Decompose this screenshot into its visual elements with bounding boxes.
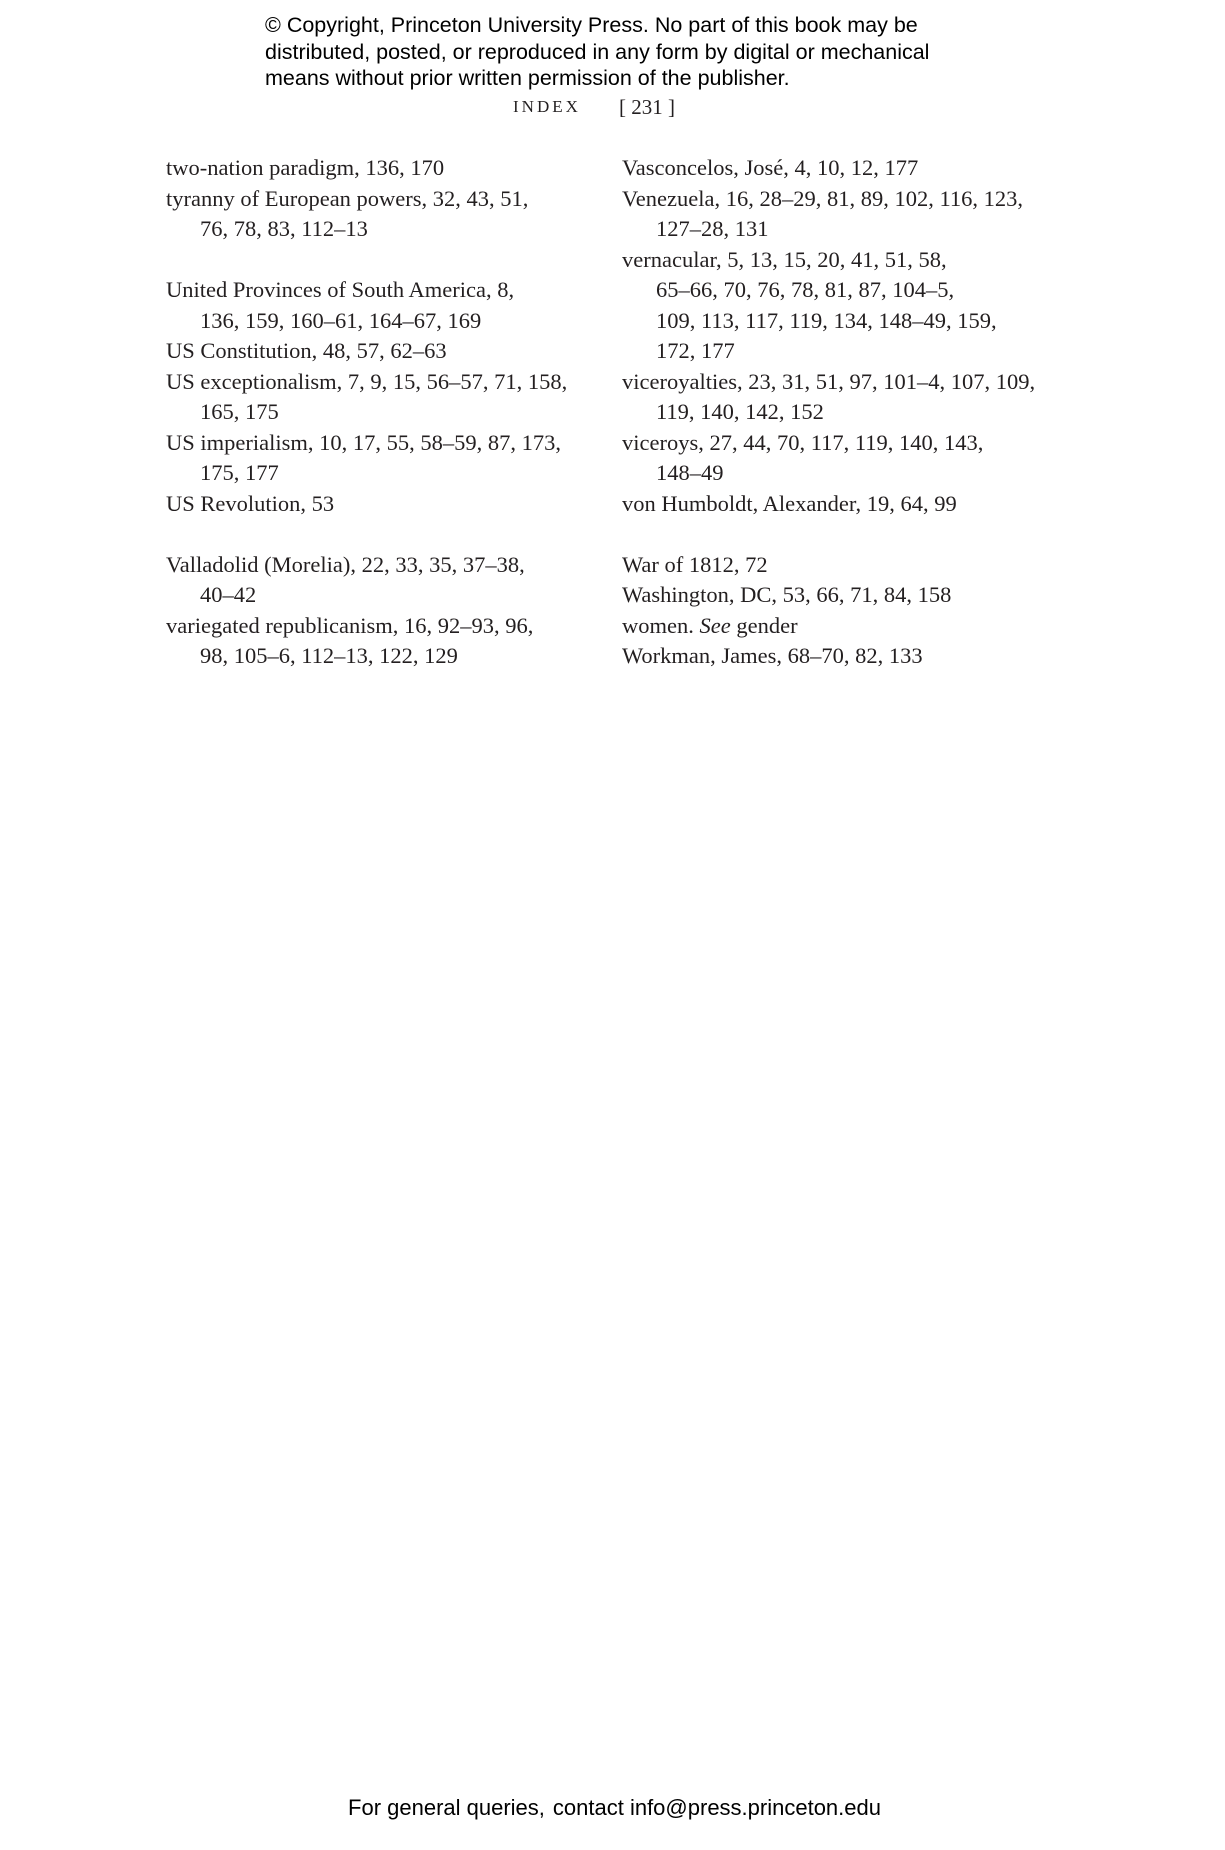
entry-continuation: 172, 177 (656, 338, 735, 363)
copyright-notice (265, 12, 985, 92)
entry-line: Workman, James, 68–70, 82, 133 (622, 643, 923, 668)
entry-line: US imperialism, 10, 17, 55, 58–59, 87, 173, (166, 429, 561, 455)
index-entry (166, 275, 586, 336)
index-entry (622, 489, 1062, 520)
index-entry (166, 489, 586, 520)
running-head-title: INDEX (513, 97, 581, 116)
cross-reference-target: gender (736, 612, 798, 638)
index-entry (622, 367, 1062, 428)
entry-line: War of 1812, 72 (622, 551, 768, 577)
letter-group-gap (622, 519, 1062, 550)
page-number: [ 231 ] (619, 95, 675, 119)
index-entry (166, 184, 586, 245)
entry-line: US Constitution, 48, 57, 62–63 (166, 338, 447, 363)
index-column-right (622, 153, 1062, 672)
entry-continuation: 109, 113, 117, 119, 134, 148–49, 159, (656, 307, 997, 333)
entry-continuation: 76, 78, 83, 112–13 (200, 216, 368, 241)
footer-contact (0, 1794, 1225, 1822)
entry-line: US Revolution, 53 (166, 490, 335, 516)
index-column-left (166, 153, 586, 672)
entry-line: vernacular, 5, 13, 15, 20, 41, 51, 58, (622, 246, 947, 272)
entry-line (622, 611, 1062, 642)
copyright-line-2: distributed, posted, or reproduced in any form by digital or mechanical (265, 39, 930, 64)
entry-line: Washington, DC, 53, 66, 71, 84, 158 (622, 582, 952, 607)
index-entry (622, 184, 1062, 245)
index-entry (166, 367, 586, 428)
entry-line: tyranny of European powers, 32, 43, 51, (166, 185, 529, 211)
index-entry (622, 580, 1062, 611)
index-entry (622, 550, 1062, 581)
entry-continuation: 165, 175 (200, 399, 279, 424)
footer-email[interactable]: contact info@press.princeton.edu (552, 1795, 881, 1820)
index-entry (622, 611, 1062, 642)
entry-continuation: 136, 159, 160–61, 164–67, 169 (200, 307, 482, 333)
index-entry (166, 336, 586, 367)
index-entry (622, 428, 1062, 489)
entry-line: Venezuela, 16, 28–29, 81, 89, 102, 116, 123, (622, 185, 1023, 211)
letter-group-gap (166, 519, 586, 550)
copyright-line-1: © Copyright, Princeton University Press. No part of this book may be (265, 13, 918, 37)
entry-line: viceroyalties, 23, 31, 51, 97, 101–4, 107, 109, (622, 368, 1036, 394)
index-entry (622, 153, 1062, 184)
entry-line: viceroys, 27, 44, 70, 117, 119, 140, 143, (622, 429, 984, 455)
entry-line: US exceptionalism, 7, 9, 15, 56–57, 71, 158, (166, 368, 568, 394)
entry-line: variegated republicanism, 16, 92–93, 96, (166, 612, 534, 638)
entry-line: Valladolid (Morelia), 22, 33, 35, 37–38, (166, 551, 525, 577)
entry-line: Vasconcelos, José, 4, 10, 12, 177 (622, 155, 919, 180)
entry-line: von Humboldt, Alexander, 19, 64, 99 (622, 490, 957, 516)
entry-term: women. (622, 612, 694, 638)
entry-continuation: 119, 140, 142, 152 (656, 399, 824, 424)
index-entry (622, 641, 1062, 672)
letter-group-gap (166, 245, 586, 276)
entry-continuation: 98, 105–6, 112–13, 122, 129 (200, 643, 458, 668)
index-entry (622, 245, 1062, 367)
footer-label: For general queries, (348, 1795, 545, 1820)
see-reference: See (699, 612, 731, 638)
entry-continuation: 175, 177 (200, 460, 279, 485)
index-entry (166, 428, 586, 489)
entry-continuation: 65–66, 70, 76, 78, 81, 87, 104–5, (656, 277, 955, 302)
index-entry (166, 153, 586, 184)
index-entry (166, 550, 586, 611)
entry-line: two-nation paradigm, 136, 170 (166, 155, 445, 180)
entry-continuation: 127–28, 131 (656, 216, 769, 241)
index-entry (166, 611, 586, 672)
entry-continuation: 148–49 (656, 460, 724, 485)
entry-line: United Provinces of South America, 8, (166, 277, 515, 302)
entry-continuation: 40–42 (200, 582, 257, 607)
copyright-line-3: means without prior written permission of the publisher. (265, 66, 790, 90)
